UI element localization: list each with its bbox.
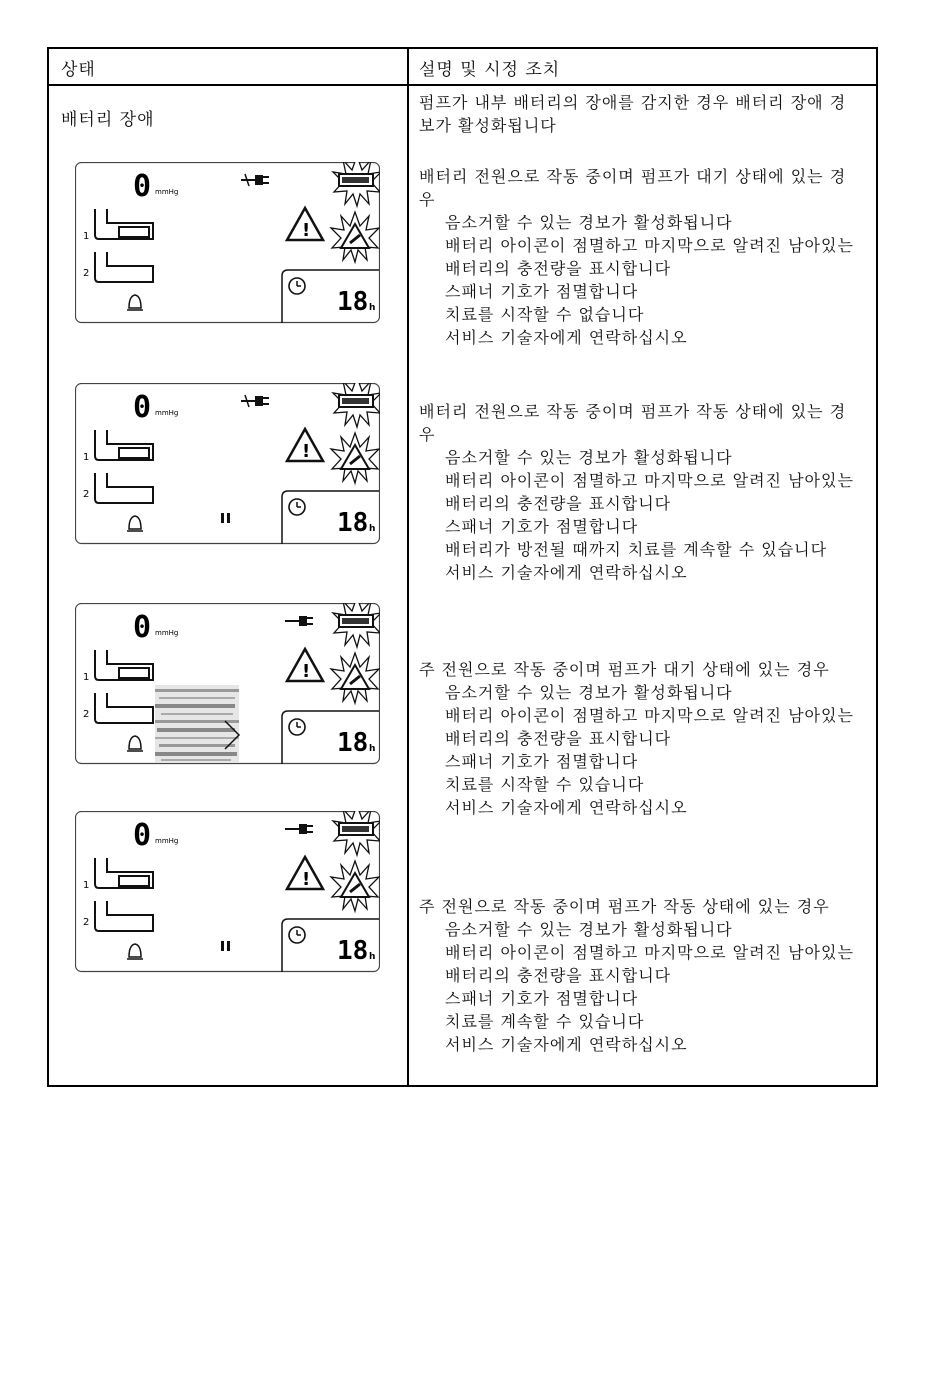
leg2-label: 2: [83, 709, 90, 720]
header-state: 상태: [61, 60, 96, 80]
pressure-unit: mmHg: [155, 409, 179, 417]
leg2-label: 2: [83, 268, 90, 279]
timer-unit: h: [369, 524, 376, 534]
condition-item: 배터리 아이콘이 점멸하고 마지막으로 알려진 남아있는 배터리의 충전량을 표시합니다: [445, 706, 854, 748]
condition-block: [419, 400, 859, 584]
lcd-display-mains-standby: [75, 603, 380, 765]
condition-heading: 주 전원으로 작동 중이며 펌프가 작동 상태에 있는 경우: [419, 897, 830, 916]
condition-item: 음소거할 수 있는 경보가 활성화됩니다: [445, 920, 733, 939]
condition-item: 음소거할 수 있는 경보가 활성화됩니다: [445, 683, 733, 702]
status-table: [47, 47, 878, 1087]
condition-item: 치료를 시작할 수 있습니다: [445, 775, 645, 794]
condition-item: 서비스 기술자에게 연락하십시오: [445, 563, 688, 582]
condition-heading: 주 전원으로 작동 중이며 펌프가 대기 상태에 있는 경우: [419, 660, 830, 679]
pressure-readout: 0: [133, 169, 152, 204]
pressure-readout: 0: [133, 610, 152, 645]
timer-unit: h: [369, 744, 376, 754]
condition-item: 서비스 기술자에게 연락하십시오: [445, 798, 688, 817]
condition-item: 음소거할 수 있는 경보가 활성화됩니다: [445, 213, 733, 232]
pressure-unit: mmHg: [155, 629, 179, 637]
pressure-unit: mmHg: [155, 837, 179, 845]
timer-readout: 18: [337, 287, 369, 317]
condition-item: 스패너 기호가 점멸합니다: [445, 752, 639, 771]
timer-readout: 18: [337, 508, 369, 538]
condition-item: 스패너 기호가 점멸합니다: [445, 989, 639, 1008]
condition-block: [419, 658, 859, 819]
lcd-display-battery-running: [75, 383, 380, 545]
pressure-unit: mmHg: [155, 188, 179, 196]
condition-block: [419, 895, 859, 1056]
header-divider: [49, 84, 876, 86]
timer-readout: 18: [337, 936, 369, 966]
svg-text:!: !: [302, 661, 311, 682]
timer-unit: h: [369, 952, 376, 962]
condition-heading: 배터리 전원으로 작동 중이며 펌프가 작동 상태에 있는 경우: [419, 402, 847, 444]
condition-item: 스패너 기호가 점멸합니다: [445, 517, 639, 536]
svg-text:!: !: [302, 441, 311, 462]
timer-readout: 18: [337, 728, 369, 758]
scan-noise-artifact: [155, 685, 239, 763]
leg2-label: 2: [83, 489, 90, 500]
condition-item: 치료를 시작할 수 없습니다: [445, 305, 645, 324]
leg1-label: 1: [83, 231, 90, 242]
timer-unit: h: [369, 303, 376, 313]
condition-item: 음소거할 수 있는 경보가 활성화됩니다: [445, 448, 733, 467]
condition-block: [419, 165, 859, 349]
condition-item: 배터리 아이콘이 점멸하고 마지막으로 알려진 남아있는 배터리의 충전량을 표시합니다: [445, 943, 854, 985]
condition-item: 배터리 아이콘이 점멸하고 마지막으로 알려진 남아있는 배터리의 충전량을 표시합니다: [445, 236, 854, 278]
condition-item: 배터리 아이콘이 점멸하고 마지막으로 알려진 남아있는 배터리의 충전량을 표시합니다: [445, 471, 854, 513]
column-divider: [407, 49, 409, 1085]
lcd-display-mains-running: [75, 811, 380, 973]
leg1-label: 1: [83, 880, 90, 891]
lcd-display-battery-standby: [75, 162, 380, 324]
condition-item: 치료를 계속할 수 있습니다: [445, 1012, 645, 1031]
pressure-readout: 0: [133, 390, 152, 425]
condition-item: 서비스 기술자에게 연락하십시오: [445, 328, 688, 347]
intro-paragraph: 펌프가 내부 배터리의 장애를 감지한 경우 배터리 장애 경보가 활성화됩니다: [419, 93, 847, 135]
leg1-label: 1: [83, 672, 90, 683]
condition-item: 서비스 기술자에게 연락하십시오: [445, 1035, 688, 1054]
state-title: 배터리 장애: [61, 110, 155, 130]
pressure-readout: 0: [133, 818, 152, 853]
condition-item: 스패너 기호가 점멸합니다: [445, 282, 639, 301]
svg-text:!: !: [302, 869, 311, 890]
condition-item: 배터리가 방전될 때까지 치료를 계속할 수 있습니다: [445, 540, 828, 559]
header-description: 설명 및 시정 조치: [419, 60, 561, 80]
intro-text: [419, 91, 859, 137]
leg1-label: 1: [83, 452, 90, 463]
svg-text:!: !: [302, 220, 311, 241]
leg2-label: 2: [83, 917, 90, 928]
condition-heading: 배터리 전원으로 작동 중이며 펌프가 대기 상태에 있는 경우: [419, 167, 847, 209]
